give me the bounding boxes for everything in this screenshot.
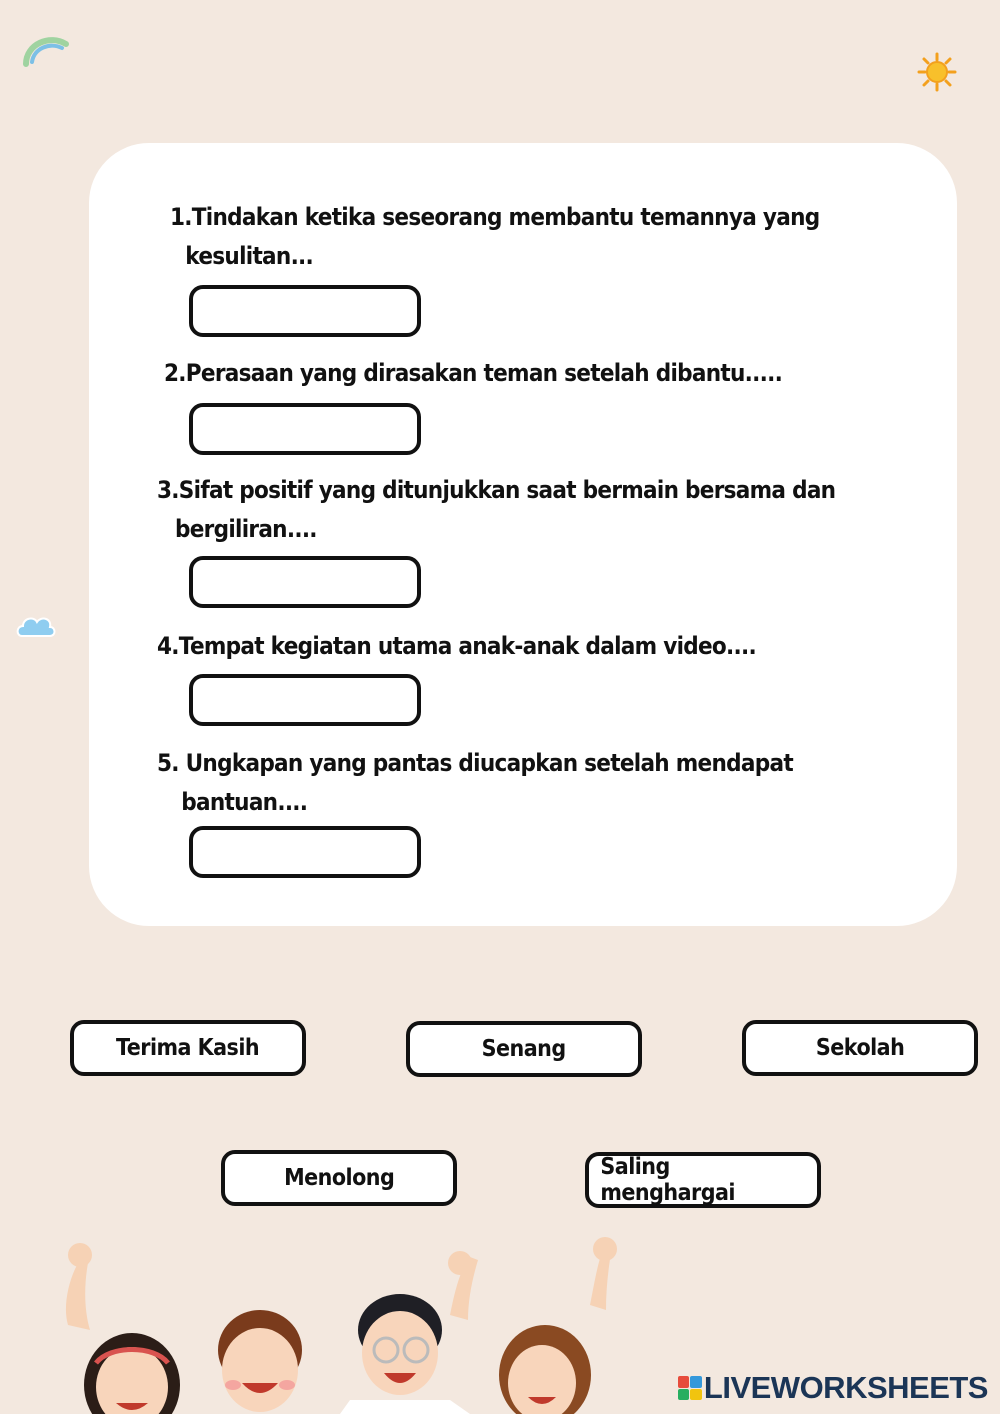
option-label: Sekolah	[815, 1035, 905, 1061]
answer-box-3[interactable]	[189, 556, 421, 608]
question-4: 4.Tempat kegiatan utama anak-anak dalam video....	[157, 632, 756, 660]
answer-box-2[interactable]	[189, 403, 421, 455]
brand-name: LIVEWORKSHEETS	[703, 1370, 988, 1405]
liveworksheets-logo	[678, 1370, 988, 1406]
cheering-children-illustration	[50, 1235, 640, 1414]
question-5: 5. Ungkapan yang pantas diucapkan setelah mendapat bantuan....	[157, 749, 793, 816]
option-menolong[interactable]	[221, 1150, 457, 1206]
question-1: 1.Tindakan ketika seseorang membantu temannya yang kesulitan...	[170, 203, 820, 270]
question-3: 3.Sifat positif yang ditunjukkan saat bermain bersama dan bergiliran....	[157, 476, 836, 543]
option-label: Terima Kasih	[116, 1035, 260, 1061]
option-saling-menghargai[interactable]	[585, 1152, 821, 1208]
cloud-icon	[14, 612, 58, 642]
option-terima-kasih[interactable]	[70, 1020, 306, 1076]
option-sekolah[interactable]	[742, 1020, 978, 1076]
option-label: Saling menghargai	[600, 1154, 735, 1206]
rainbow-icon	[20, 30, 70, 70]
liveworksheets-logo-icon	[678, 1376, 702, 1400]
answer-box-5[interactable]	[189, 826, 421, 878]
option-label: Menolong	[283, 1165, 395, 1191]
option-senang[interactable]	[406, 1021, 642, 1077]
answer-box-1[interactable]	[189, 285, 421, 337]
question-card	[89, 143, 957, 926]
answer-box-4[interactable]	[189, 674, 421, 726]
sun-icon	[917, 52, 957, 92]
question-2: 2.Perasaan yang dirasakan teman setelah dibantu.....	[164, 359, 783, 387]
option-label: Senang	[482, 1036, 566, 1062]
